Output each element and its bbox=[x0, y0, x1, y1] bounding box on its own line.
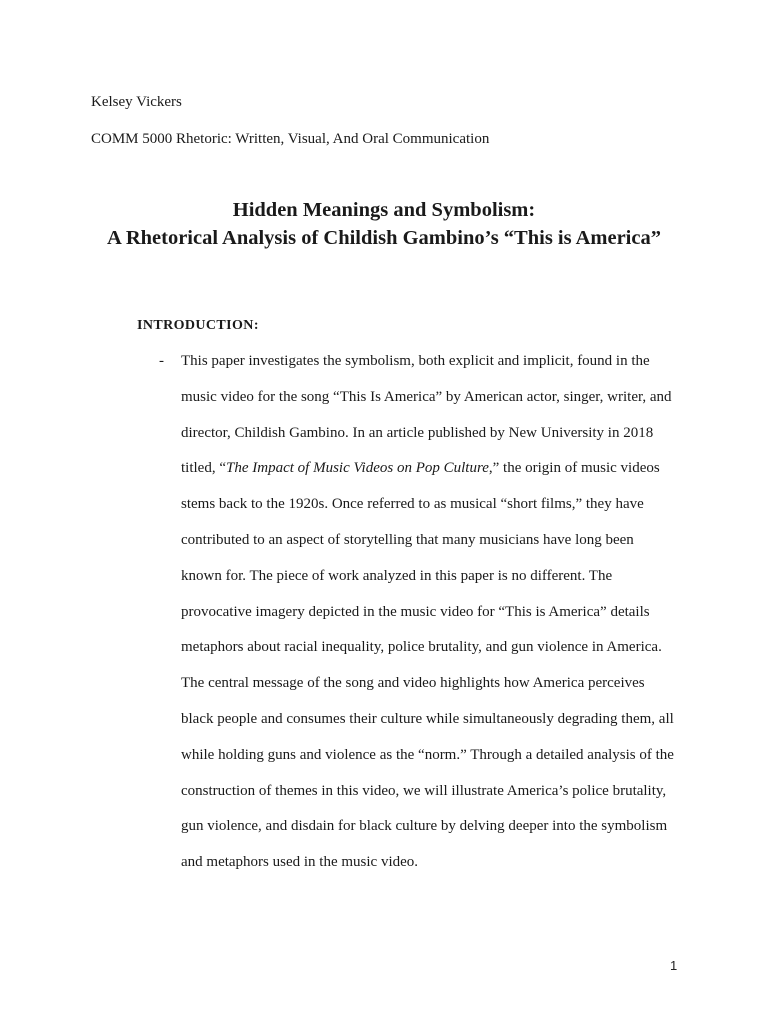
paper-title bbox=[0, 196, 768, 252]
citation-prefix: titled, “ bbox=[181, 460, 226, 477]
paragraph-line: director, Childish Gambino. In an article published by New University in 2018 bbox=[181, 424, 654, 441]
course-name: COMM 5000 Rhetoric: Written, Visual, And Oral Communication bbox=[91, 131, 490, 147]
paragraph-line: and metaphors used in the music video. bbox=[181, 854, 419, 871]
paragraph-line: black people and consumes their culture while simultaneously degrading them, all bbox=[181, 710, 674, 727]
cited-article-title: The Impact of Music Videos on Pop Culture bbox=[226, 460, 489, 477]
paragraph-line: gun violence, and disdain for black culture by delving deeper into the symbolism bbox=[181, 818, 668, 835]
paragraph-line-with-citation bbox=[181, 459, 701, 495]
paragraph-line: metaphors about racial inequality, police brutality, and gun violence in America. bbox=[181, 639, 662, 656]
introduction-paragraph bbox=[181, 352, 701, 889]
paragraph-line: The central message of the song and video highlights how America perceives bbox=[181, 675, 645, 692]
paragraph-line: This paper investigates the symbolism, both explicit and implicit, found in the bbox=[181, 353, 650, 369]
title-line-2: A Rhetorical Analysis of Childish Gambino’s “This is America” bbox=[107, 227, 661, 249]
bullet-marker: - bbox=[159, 353, 164, 369]
paragraph-line: music video for the song “This Is America” by American actor, singer, writer, and bbox=[181, 388, 672, 405]
paragraph-line: provocative imagery depicted in the music video for “This is America” details bbox=[181, 603, 650, 620]
page-number: 1 bbox=[670, 958, 678, 973]
paragraph-line: stems back to the 1920s. Once referred to as musical “short films,” they have bbox=[181, 496, 644, 513]
title-line-1: Hidden Meanings and Symbolism: bbox=[232, 199, 536, 221]
paragraph-line: construction of themes in this video, we will illustrate America’s police brutality, bbox=[181, 782, 667, 799]
citation-suffix: ,” the origin of music videos bbox=[488, 460, 660, 477]
paragraph-line: contributed to an aspect of storytelling that many musicians have long been bbox=[181, 531, 634, 548]
paragraph-line: known for. The piece of work analyzed in this paper is no different. The bbox=[181, 567, 613, 584]
section-heading-introduction: INTRODUCTION: bbox=[137, 318, 259, 333]
author-name: Kelsey Vickers bbox=[91, 94, 182, 110]
paragraph-line: while holding guns and violence as the “norm.” Through a detailed analysis of the bbox=[181, 746, 674, 763]
